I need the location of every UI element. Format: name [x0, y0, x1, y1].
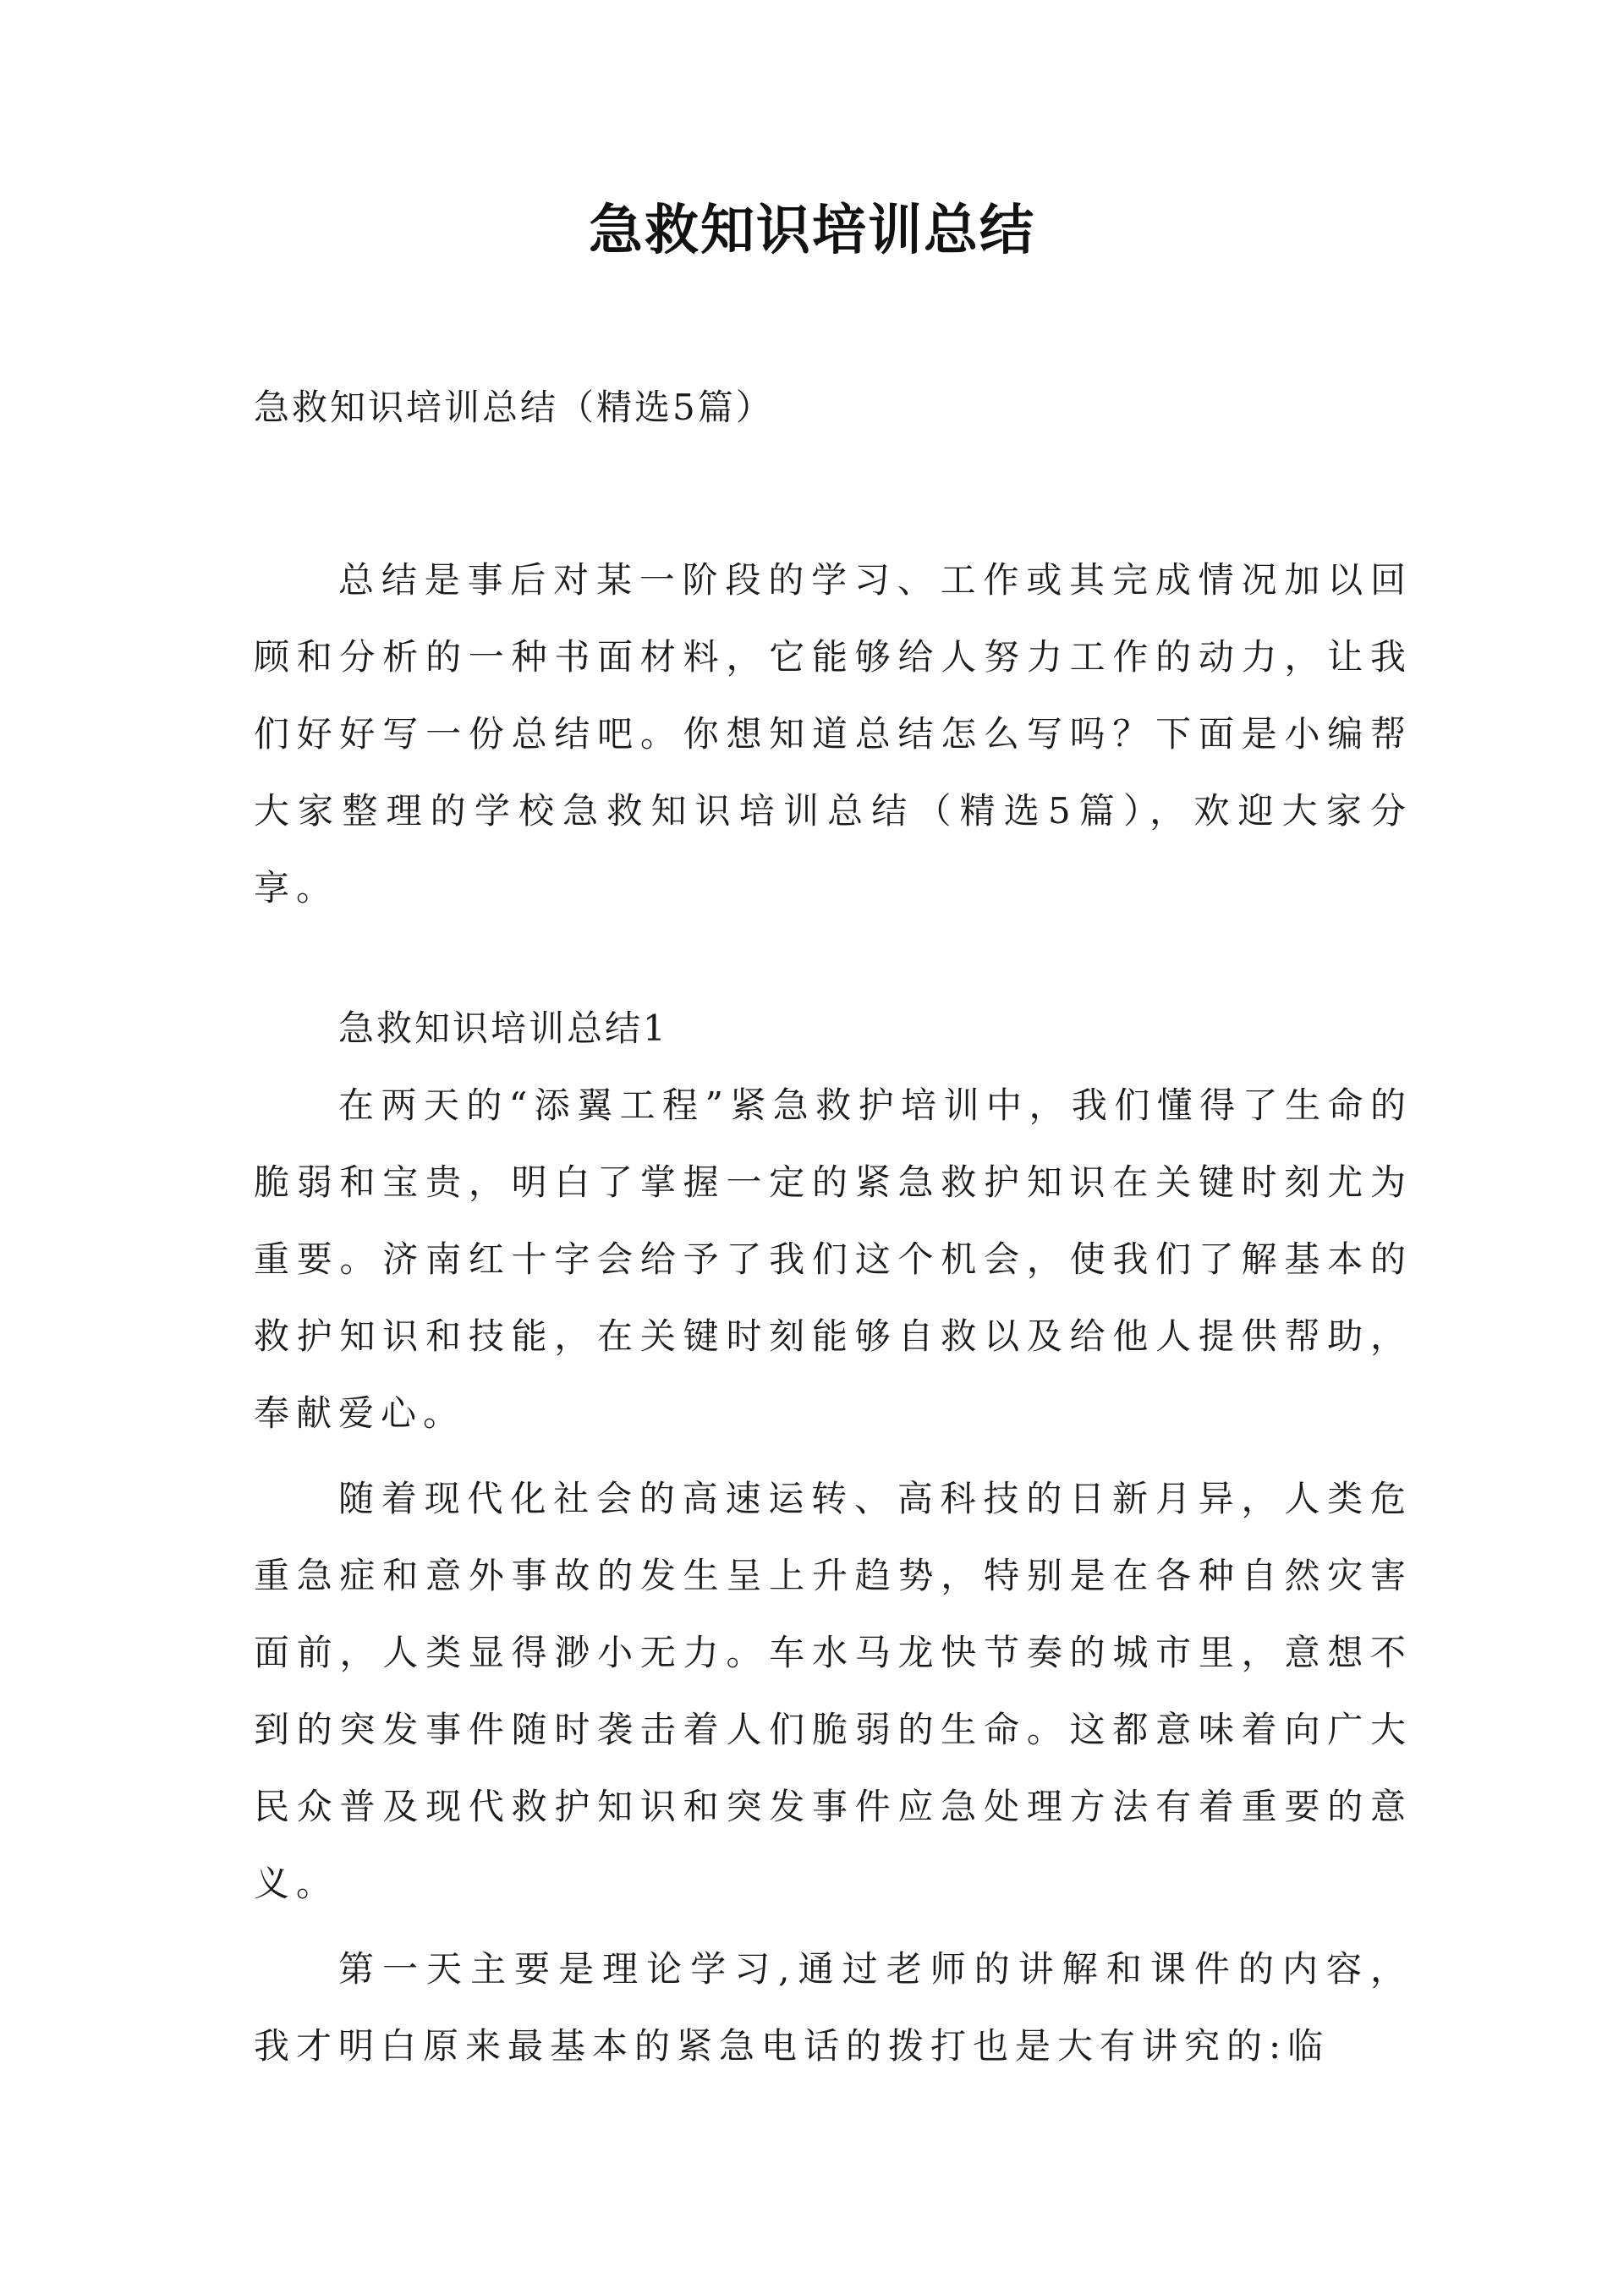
document-title: 急救知识培训总结	[589, 200, 1035, 262]
section-1	[254, 990, 1413, 2084]
body-paragraph: 随着现代化社会的高速运转、高科技的日新月异，人类危重急症和意外事故的发生呈上升趋势，特别是在各种自然灾害面前，人类显得渺小无力。车水马龙快节奏的城市里，意想不到的突发事件随时袭击着人们脆弱的生命。这都意味着向广大民众普及现代救护知识和突发事件应急处理方法有着重要的意义。	[254, 1478, 1413, 1904]
section-heading: 急救知识培训总结1	[338, 1007, 668, 1049]
intro-block	[254, 541, 1413, 926]
body-paragraph: 第一天主要是理论学习,通过老师的讲解和课件的内容，我才明白原来最基本的紧急电话的拨打也是大有讲究的:临	[254, 1948, 1413, 2067]
body-paragraph: 在两天的“添翼工程”紧急救护培训中，我们懂得了生命的脆弱和宝贵，明白了掌握一定的紧急救护知识在关键时刻尤为重要。济南红十字会给予了我们这个机会，使我们了解基本的救护知识和技能，在关键时刻能够自救以及给他人提供帮助，奉献爱心。	[254, 1084, 1413, 1434]
intro-paragraph: 总结是事后对某一阶段的学习、工作或其完成情况加以回顾和分析的一种书面材料，它能够给人努力工作的动力，让我们好好写一份总结吧。你想知道总结怎么写吗？下面是小编帮大家整理的学校急救知识培训总结（精选5篇），欢迎大家分享。	[254, 559, 1413, 909]
document-subtitle: 急救知识培训总结（精选5篇）	[254, 387, 774, 428]
